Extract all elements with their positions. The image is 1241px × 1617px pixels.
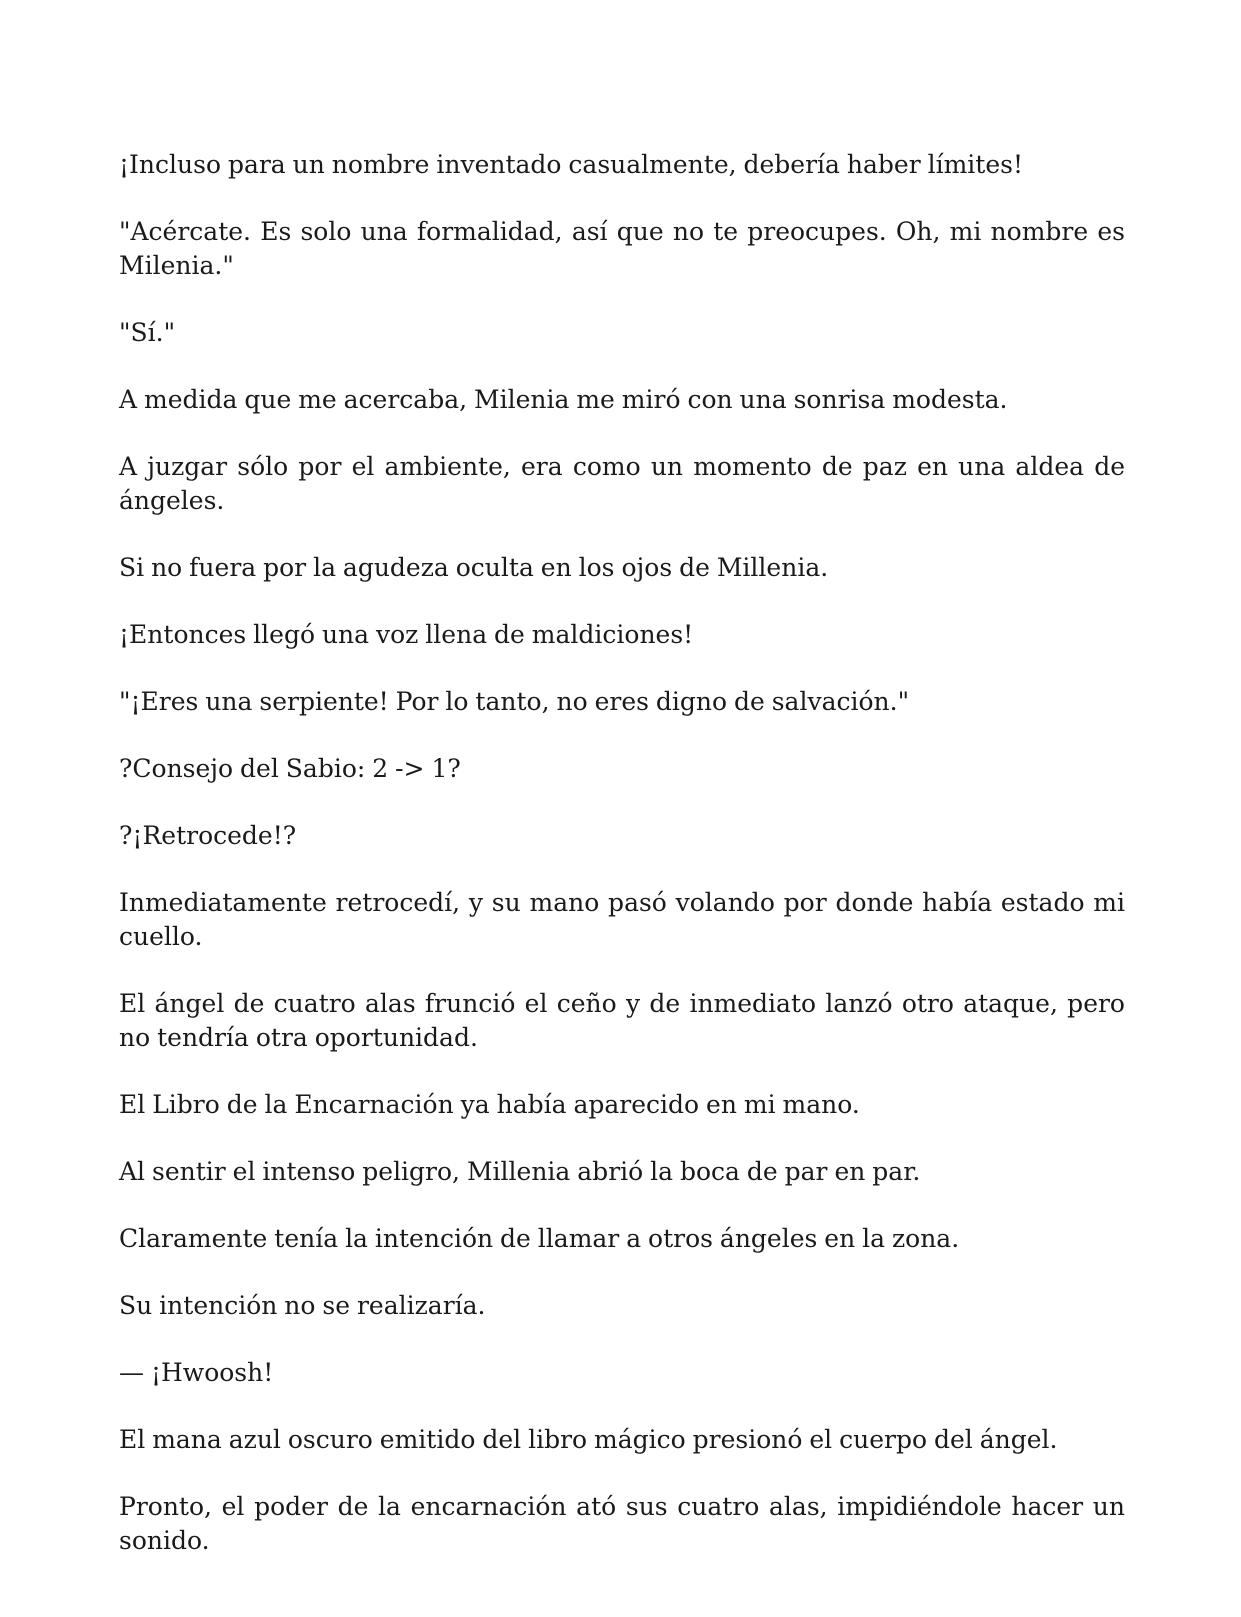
paragraph: Pronto, el poder de la encarnación ató sus cuatro alas, impidiéndole hacer un sonido. (119, 1492, 1125, 1555)
paragraph: ?Consejo del Sabio: 2 -> 1? (119, 754, 461, 783)
paragraph: — ¡Hwoosh! (119, 1358, 274, 1387)
paragraph: A juzgar sólo por el ambiente, era como un momento de paz en una aldea de ángeles. (119, 452, 1125, 515)
paragraph: "Acércate. Es solo una formalidad, así que no te preocupes. Oh, mi nombre es Milenia." (119, 217, 1125, 280)
text-body (119, 148, 1125, 1591)
paragraph: Claramente tenía la intención de llamar a otros ángeles en la zona. (119, 1224, 960, 1253)
paragraph: ?¡Retrocede!? (119, 821, 297, 850)
paragraph: ¡Entonces llegó una voz llena de maldiciones! (119, 620, 694, 649)
paragraph: Su intención no se realizaría. (119, 1291, 486, 1320)
paragraph: El Libro de la Encarnación ya había aparecido en mi mano. (119, 1090, 860, 1119)
paragraph: Si no fuera por la agudeza oculta en los ojos de Millenia. (119, 553, 829, 582)
paragraph: Inmediatamente retrocedí, y su mano pasó volando por donde había estado mi cuello. (119, 888, 1125, 951)
paragraph: El mana azul oscuro emitido del libro mágico presionó el cuerpo del ángel. (119, 1425, 1058, 1454)
paragraph: ¡Incluso para un nombre inventado casualmente, debería haber límites! (119, 150, 1024, 179)
paragraph: "¡Eres una serpiente! Por lo tanto, no eres digno de salvación." (119, 687, 910, 716)
paragraph: "Sí." (119, 318, 176, 347)
paragraph: Al sentir el intenso peligro, Millenia abrió la boca de par en par. (119, 1157, 921, 1186)
paragraph: El ángel de cuatro alas frunció el ceño y de inmediato lanzó otro ataque, pero no tendría otra oportunidad. (119, 989, 1125, 1052)
paragraph: A medida que me acercaba, Milenia me miró con una sonrisa modesta. (119, 385, 1008, 414)
